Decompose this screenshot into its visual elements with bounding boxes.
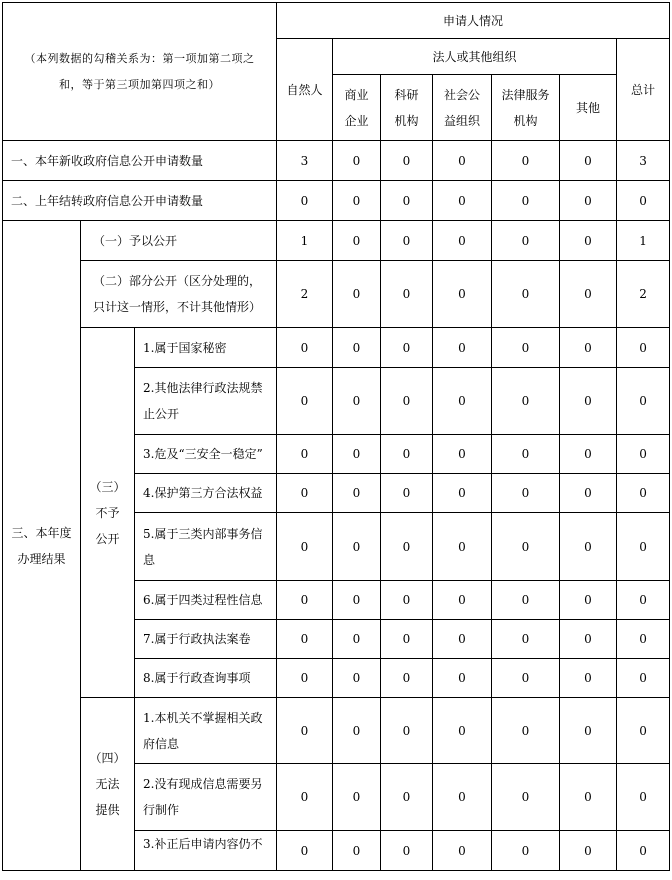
cell-value: 0 [560,620,617,659]
cell-value: 0 [617,513,670,581]
cell-value: 0 [381,581,433,620]
row-label: 3.补正后申请内容仍不 [135,831,277,871]
table-row [3,181,670,221]
cell-value: 0 [433,581,492,620]
cell-value: 0 [277,659,333,698]
row-label: 7.属于行政执法案卷 [135,620,277,659]
cell-value: 0 [381,261,433,328]
cell-value: 0 [617,328,670,368]
table-row [3,261,670,328]
cell-value: 0 [433,328,492,368]
cell-value: 0 [381,659,433,698]
cell-value: 0 [617,581,670,620]
cell-value: 0 [433,474,492,513]
cell-value: 0 [617,474,670,513]
cell-value: 0 [617,181,670,221]
row-label: 3.危及“三安全一稳定” [135,435,277,474]
cell-value: 0 [433,513,492,581]
cell-value: 0 [617,764,670,831]
cell-value: 2 [617,261,670,328]
cell-value: 0 [381,474,433,513]
cell-value: 0 [492,141,560,181]
cell-value: 0 [333,435,381,474]
cell-value: 0 [492,368,560,435]
row-label: （二）部分公开（区分处理的， 只计这一情形，不计其他情形） [81,261,277,328]
cell-value: 0 [492,181,560,221]
row-label: （一）予以公开 [81,221,277,261]
cell-value: 0 [277,620,333,659]
cell-value: 0 [333,328,381,368]
cell-value: 0 [381,328,433,368]
cell-value: 0 [433,368,492,435]
cell-value: 1 [617,221,670,261]
cell-value: 0 [433,221,492,261]
cell-value: 0 [381,181,433,221]
other-header: 其他 [560,75,617,141]
cell-value: 3 [617,141,670,181]
cell-value: 0 [492,581,560,620]
cell-value: 0 [433,261,492,328]
cell-value: 0 [560,221,617,261]
social-org-header: 社会公 益组织 [433,75,492,141]
table-note: （本列数据的勾稽关系为：第一项加第二项之 和，等于第三项加第四项之和） [3,3,277,141]
cell-value: 0 [560,474,617,513]
cell-value: 0 [277,181,333,221]
cell-value: 0 [277,764,333,831]
cell-value: 0 [560,581,617,620]
cell-value: 0 [333,141,381,181]
information-disclosure-table [2,2,670,871]
cell-value: 0 [433,698,492,764]
legal-entity-header: 法人或其他组织 [333,39,617,75]
cell-value: 0 [333,764,381,831]
cell-value: 0 [381,620,433,659]
cell-value: 0 [433,831,492,871]
cell-value: 2 [277,261,333,328]
business-header: 商业 企业 [333,75,381,141]
row-label: 6.属于四类过程性信息 [135,581,277,620]
row-label: 8.属于行政查询事项 [135,659,277,698]
cell-value: 0 [492,261,560,328]
cell-value: 0 [560,181,617,221]
group-3-label: （三） 不予 公开 [81,328,135,698]
cell-value: 0 [433,435,492,474]
cell-value: 0 [433,764,492,831]
cell-value: 0 [333,221,381,261]
cell-value: 0 [277,368,333,435]
cell-value: 0 [560,435,617,474]
cell-value: 0 [277,831,333,871]
cell-value: 0 [492,328,560,368]
section-3-label: 三、本年度 办理结果 [3,221,81,871]
cell-value: 0 [492,659,560,698]
row-label: 二、上年结转政府信息公开申请数量 [3,181,277,221]
cell-value: 0 [381,141,433,181]
cell-value: 0 [492,513,560,581]
cell-value: 0 [333,474,381,513]
cell-value: 0 [492,764,560,831]
row-label: 4.保护第三方合法权益 [135,474,277,513]
cell-value: 0 [560,368,617,435]
row-label: 一、本年新收政府信息公开申请数量 [3,141,277,181]
cell-value: 0 [617,620,670,659]
cell-value: 0 [492,221,560,261]
cell-value: 0 [617,659,670,698]
row-label: 5.属于三类内部事务信 息 [135,513,277,581]
cell-value: 0 [277,435,333,474]
cell-value: 0 [433,659,492,698]
cell-value: 0 [560,141,617,181]
cell-value: 0 [433,620,492,659]
cell-value: 0 [277,474,333,513]
cell-value: 0 [433,141,492,181]
row-label: 2.没有现成信息需要另 行制作 [135,764,277,831]
cell-value: 0 [381,831,433,871]
natural-person-header: 自然人 [277,39,333,141]
cell-value: 0 [333,698,381,764]
cell-value: 0 [560,513,617,581]
cell-value: 0 [381,368,433,435]
cell-value: 0 [560,764,617,831]
cell-value: 0 [617,435,670,474]
cell-value: 0 [277,513,333,581]
cell-value: 0 [617,831,670,871]
row-label: 1.本机关不掌握相关政 府信息 [135,698,277,764]
cell-value: 0 [333,620,381,659]
legal-service-header: 法律服务 机构 [492,75,560,141]
cell-value: 0 [492,831,560,871]
cell-value: 0 [492,620,560,659]
cell-value: 3 [277,141,333,181]
group-4-label: （四） 无法 提供 [81,698,135,871]
table-row [3,141,670,181]
cell-value: 0 [333,181,381,221]
research-header: 科研 机构 [381,75,433,141]
cell-value: 0 [492,474,560,513]
table-row [3,221,670,261]
cell-value: 0 [333,261,381,328]
cell-value: 1 [277,221,333,261]
cell-value: 0 [617,698,670,764]
row-label: 1.属于国家秘密 [135,328,277,368]
cell-value: 0 [560,698,617,764]
cell-value: 0 [433,181,492,221]
cell-value: 0 [560,261,617,328]
cell-value: 0 [492,698,560,764]
cell-value: 0 [333,581,381,620]
cell-value: 0 [617,368,670,435]
cell-value: 0 [277,698,333,764]
cell-value: 0 [381,513,433,581]
cell-value: 0 [560,659,617,698]
table-row [3,328,670,368]
cell-value: 0 [333,659,381,698]
cell-value: 0 [492,435,560,474]
cell-value: 0 [277,328,333,368]
cell-value: 0 [381,764,433,831]
cell-value: 0 [333,513,381,581]
total-header: 总计 [617,39,670,141]
cell-value: 0 [277,581,333,620]
cell-value: 0 [381,221,433,261]
cell-value: 0 [560,831,617,871]
cell-value: 0 [381,435,433,474]
cell-value: 0 [560,328,617,368]
table-row [3,698,670,764]
applicant-header: 申请人情况 [277,3,670,39]
row-label: 2.其他法律行政法规禁 止公开 [135,368,277,435]
cell-value: 0 [333,831,381,871]
cell-value: 0 [381,698,433,764]
cell-value: 0 [333,368,381,435]
